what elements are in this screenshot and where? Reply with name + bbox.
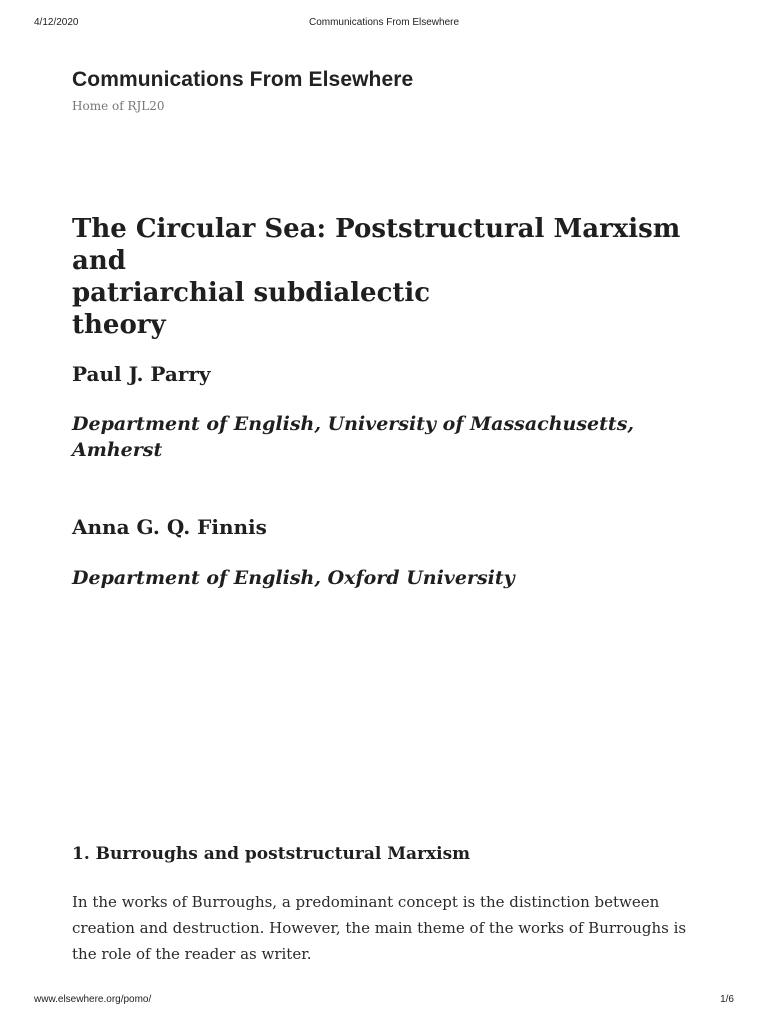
author-affiliation-line: Amherst <box>72 439 163 461</box>
print-header <box>0 17 768 31</box>
document-title-line: patriarchial subdialectic <box>72 278 431 308</box>
author-affiliation-line: Department of English, Oxford University <box>72 567 515 589</box>
site-title[interactable]: Communications From Elsewhere <box>72 68 414 91</box>
document-title <box>72 213 722 341</box>
paragraph-line: creation and destruction. However, the main theme of the works of Burroughs is <box>72 919 687 937</box>
body-paragraph <box>72 889 712 967</box>
paragraph-line: the role of the reader as writer. <box>72 945 312 963</box>
author-name-1: Paul J. Parry <box>72 362 211 386</box>
author-name-2: Anna G. Q. Finnis <box>72 515 267 539</box>
site-tagline: Home of RJL20 <box>72 99 165 113</box>
author-affiliation-1 <box>72 411 672 463</box>
document-title-line: The Circular Sea: Poststructural Marxism and <box>72 214 681 276</box>
print-url: www.elsewhere.org/pomo/ <box>34 994 152 1005</box>
section-heading: 1. Burroughs and poststructural Marxism <box>72 844 471 864</box>
author-affiliation-line: Department of English, University of Massachusetts, <box>72 413 635 435</box>
print-page-number: 1/6 <box>720 994 734 1005</box>
paragraph-line: In the works of Burroughs, a predominant concept is the distinction between <box>72 893 660 911</box>
document-title-line: theory <box>72 310 166 340</box>
author-affiliation-2 <box>72 565 672 591</box>
print-page-title: Communications From Elsewhere <box>308 17 460 28</box>
print-date: 4/12/2020 <box>34 17 79 28</box>
print-footer <box>0 994 768 1008</box>
